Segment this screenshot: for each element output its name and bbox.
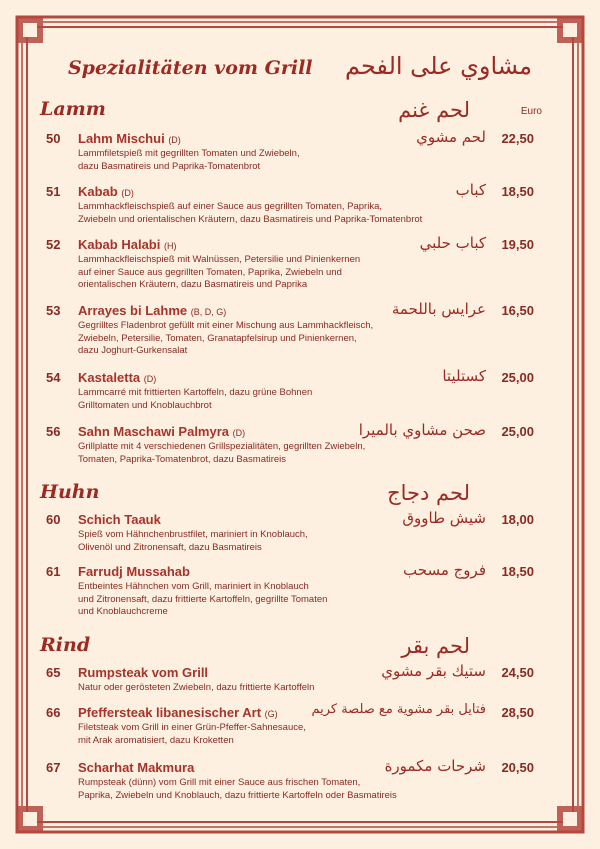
item-name-text: Rumpsteak vom Grill [78,665,209,680]
item-name-text: Kastaletta [78,370,141,385]
desc-line: und Knoblauchcreme [78,606,168,617]
section-title-de: Rind [40,634,91,656]
desc-line: dazu Basmatireis und Paprika-Tomatenbrot [78,160,261,172]
desc-line: Filetsteak vom Grill in einer Grün-Pfeffer-Sahnesauce, [78,722,306,733]
item-number: 56 [46,424,61,439]
item-description [78,581,478,619]
item-price: 19,50 [501,237,534,252]
item-name [78,237,176,252]
item-number: 52 [46,237,61,252]
allergen-tag: (B, D, G) [190,307,227,317]
section-title-ar: لحم دجاج [387,481,470,505]
section-header-lamm [40,98,542,122]
item-price: 16,50 [501,303,534,318]
item-number: 67 [46,760,61,775]
item-price: 22,50 [501,131,534,146]
desc-line: Gegrilltes Fladenbrot gefüllt mit einer Mischung aus Lammhackfleisch, [78,320,374,331]
item-description [78,201,478,226]
item-name-ar: فروج مسحب [403,561,486,579]
desc-line: Grilltomaten und Knoblauchbrot [78,399,212,411]
item-name-ar: صحن مشاوي بالميرا [358,421,486,439]
item-name-ar: شرحات مكمورة [384,757,486,775]
desc-line: Entbeintes Hähnchen vom Grill, mariniert in Knoblauch [78,581,309,592]
item-name [78,760,194,775]
item-name [78,303,226,318]
section-header-rind [40,634,530,658]
item-description [78,387,478,412]
desc-line: Lammhackfleischspieß mit Walnüssen, Petersilie und Pinienkernen [78,254,361,265]
item-price: 25,00 [501,370,534,385]
desc-line: und Zitronensaft, dazu frittierte Kartoffeln, gegrillte Tomaten [78,593,328,605]
item-name-text: Sahn Maschawi Palmyra [78,424,230,439]
desc-line: Paprika, Zwiebeln und Knoblauch, dazu frittierte Kartoffeln oder Basmatireis [78,789,397,801]
desc-line: Grillplatte mit 4 verschiedenen Grillspezialitäten, gegrillten Zwiebeln, [78,441,366,452]
item-description [78,529,478,554]
item-name-ar: فتايل بقر مشوية مع صلصة كريم [311,702,486,717]
allergen-tag: (D) [232,428,246,438]
item-name-ar: كستليتا [442,367,486,385]
desc-line: Zwiebeln und orientalischen Kräutern, dazu Basmatireis und Paprika-Tomatenbrot [78,213,423,225]
item-name-text: Pfeffersteak libanesischer Art [78,705,262,720]
item-name-ar: عرايس باللحمة [391,300,486,318]
desc-line: Rumpsteak (dünn) vom Grill mit einer Sauce aus frischen Tomaten, [78,777,361,788]
desc-line: Spieß vom Hähnchenbrustfilet, mariniert in Knoblauch, [78,529,308,540]
item-number: 65 [46,665,61,680]
item-name-text: Kabab [78,184,118,199]
item-price: 28,50 [501,705,534,720]
item-name-text: Kabab Halabi [78,237,161,252]
section-title-de: Lamm [40,98,106,120]
item-name [78,512,161,527]
item-name-text: Arrayes bi Lahme [78,303,188,318]
item-description [78,441,478,466]
item-name [78,705,278,720]
desc-line: Lammcarré mit frittierten Kartoffeln, dazu grüne Bohnen [78,387,313,398]
item-name [78,424,245,439]
desc-line: Lammfiletspieß mit gegrillten Tomaten und Zwiebeln, [78,148,300,159]
desc-line: Tomaten, Paprika-Tomatenbrot, dazu Basmatireis [78,453,287,465]
item-name [78,370,156,385]
item-number: 61 [46,564,61,579]
item-number: 60 [46,512,61,527]
menu-title-ar: مشاوي على الفحم [344,52,533,80]
item-name-text: Scharhat Makmura [78,760,195,775]
item-name [78,184,134,199]
currency-label: Euro [520,106,542,117]
allergen-tag: (G) [264,709,278,719]
item-description [78,777,478,802]
desc-line: orientalischen Kräutern, dazu Basmatireis und Paprika [78,279,308,290]
item-price: 25,00 [501,424,534,439]
menu-title [0,52,600,80]
item-name-text: Lahm Mischui [78,131,165,146]
allergen-tag: (D) [143,374,157,384]
item-description [78,254,478,292]
item-price: 20,50 [501,760,534,775]
desc-line: Zwiebeln, Petersilie, Tomaten, Granatapfelsirup und Pinienkernen, [78,332,357,344]
menu-title-de: Spezialitäten vom Grill [67,57,313,79]
item-name-ar: شيش طاووق [402,509,486,527]
item-number: 66 [46,705,61,720]
item-description [78,320,478,358]
item-name-text: Farrudj Mussahab [78,564,190,579]
item-price: 24,50 [501,665,534,680]
item-description [78,722,478,747]
item-name-ar: لحم مشوي [416,128,486,146]
desc-line: dazu Joghurt-Gurkensalat [78,345,188,356]
desc-line: Olivenöl und Zitronensaft, dazu Basmatireis [78,541,262,553]
item-number: 50 [46,131,61,146]
item-description [78,682,478,695]
section-title-de: Huhn [40,481,100,503]
allergen-tag: (D) [121,188,134,198]
desc-line: mit Arak aromatisiert, dazu Kroketten [78,734,234,746]
item-name-text: Schich Taauk [78,512,161,527]
item-name-ar: ستيك بقر مشوي [381,662,486,680]
item-name-ar: كباب [455,181,486,199]
allergen-tag: (D) [168,135,181,145]
desc-line: Natur oder gerösteten Zwiebeln, dazu frittierte Kartoffeln [78,682,315,693]
item-price: 18,50 [501,184,534,199]
item-name-ar: كباب حلبي [419,234,486,252]
section-header-huhn [40,481,530,505]
item-description [78,148,478,173]
item-name [78,665,208,680]
item-number: 53 [46,303,61,318]
desc-line: Lammhackfleischspieß auf einer Sauce aus gegrillten Tomaten, Paprika, [78,201,382,212]
item-number: 54 [46,370,61,385]
item-price: 18,00 [501,512,534,527]
item-name [78,131,181,146]
item-name [78,564,190,579]
desc-line: auf einer Sauce aus gegrillten Tomaten, Paprika, Zwiebeln und [78,266,342,278]
section-title-ar: لحم غنم [398,98,470,122]
item-number: 51 [46,184,61,199]
allergen-tag: (H) [163,241,177,251]
section-title-ar: لحم بقر [401,634,470,658]
item-price: 18,50 [501,564,534,579]
